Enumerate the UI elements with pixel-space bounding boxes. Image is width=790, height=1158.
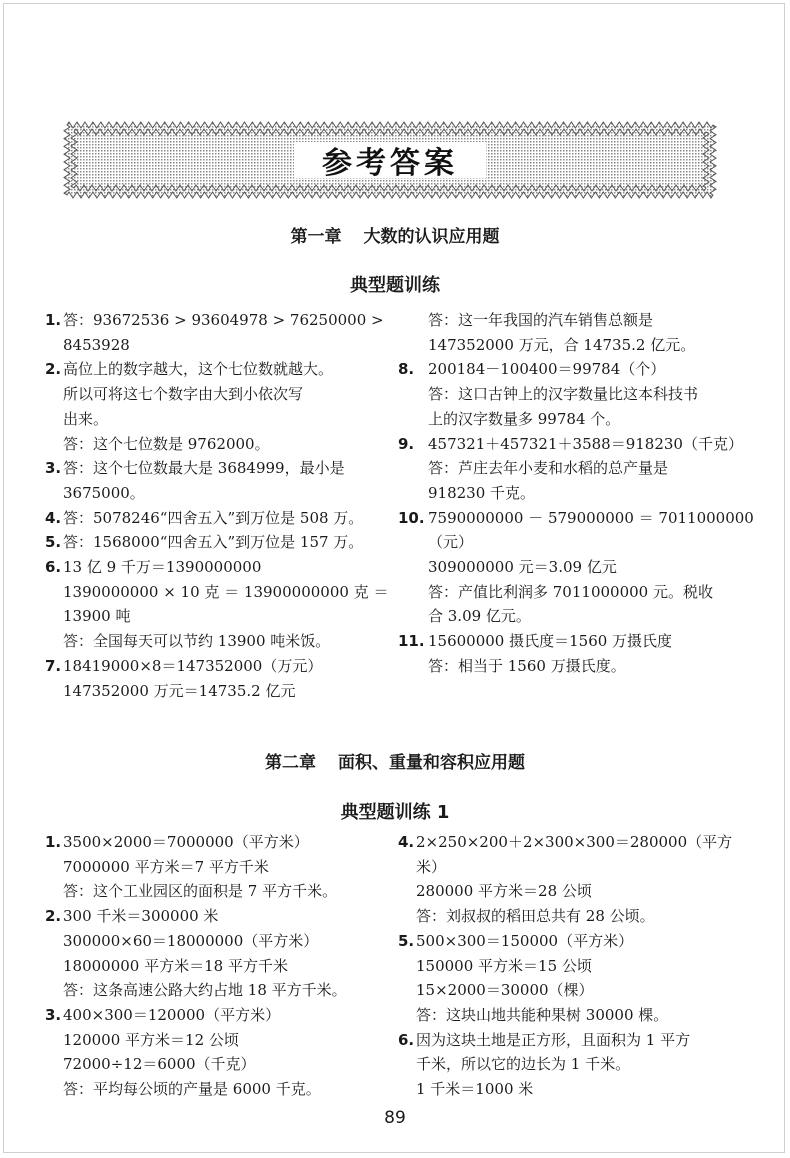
answer-text: 千米，所以它的边长为 1 千米。	[416, 1055, 631, 1074]
answer-line	[398, 857, 446, 877]
answer-text: 400×300＝120000（平方米）	[63, 1005, 281, 1024]
answer-text: （元）	[428, 533, 474, 552]
answer-line	[45, 384, 303, 404]
answer-line	[398, 606, 531, 626]
answer-text: 300000×60＝18000000（平方米）	[63, 931, 319, 950]
question-number: 9.	[398, 434, 415, 453]
chapter-1-number: 第一章	[290, 227, 342, 247]
answer-line	[398, 557, 617, 577]
question-number: 1.	[45, 311, 62, 329]
answer-text: 答：这个工业园区的面积是 7 平方千米。	[63, 882, 338, 901]
question-number: 3.	[45, 1005, 62, 1024]
answer-text: 457321＋457321＋3588＝918230（千克）	[428, 434, 743, 453]
answer-text: 8453928	[63, 335, 130, 354]
answer-line	[45, 906, 218, 926]
answer-line	[398, 1054, 630, 1074]
answer-text: 18000000 平方米＝18 平方千米	[63, 956, 288, 975]
answer-text: 答：这口古钟上的汉字数量比这本科技书	[428, 385, 699, 404]
answer-text: 918230 千克。	[428, 483, 536, 502]
page-number: 89	[384, 1108, 406, 1128]
answer-text: 1390000000 × 10 克 ＝ 13900000000 克 ＝	[63, 582, 389, 601]
chapter-2-number: 第二章	[265, 753, 316, 773]
question-number: 6.	[45, 558, 62, 576]
answer-line	[398, 1005, 668, 1025]
answer-line	[398, 359, 665, 379]
answer-line	[45, 1054, 256, 1074]
answer-line	[398, 832, 732, 852]
answer-text: 1 千米＝1000 米	[416, 1080, 534, 1098]
answer-text: 500×300＝150000（平方米）	[416, 931, 634, 950]
answer-text: 15×2000＝30000（棵）	[416, 981, 594, 1000]
answer-line	[45, 656, 322, 676]
answer-line	[45, 1005, 280, 1025]
answer-text: 150000 平方米＝15 公顷	[416, 956, 592, 975]
answer-text: 答：产值比利润多 7011000000 元。税收	[428, 582, 713, 601]
question-number: 6.	[398, 1030, 415, 1049]
answer-line	[45, 310, 384, 330]
answer-text: 309000000 元＝3.09 亿元	[428, 558, 617, 576]
answer-line	[45, 532, 363, 552]
answer-line	[45, 857, 269, 877]
answer-text: 答：这个七位数最大是 3684999，最小是	[63, 459, 345, 478]
answer-line	[45, 881, 337, 901]
question-number: 3.	[45, 459, 62, 478]
answer-line	[45, 832, 309, 852]
question-number: 5.	[45, 533, 62, 552]
answer-line	[45, 606, 131, 626]
question-number: 8.	[398, 360, 415, 379]
answer-line	[45, 1030, 239, 1050]
answer-line	[398, 906, 655, 926]
answer-text: 2×250×200＋2×300×300＝280000（平方	[416, 833, 733, 851]
answer-line	[398, 335, 695, 355]
answer-text: 147352000 万元，合 14735.2 亿元。	[428, 335, 696, 354]
answer-line	[398, 409, 620, 429]
answer-text: 120000 平方米＝12 公顷	[63, 1030, 239, 1049]
answer-line	[45, 434, 270, 454]
answer-text: 上的汉字数量多 99784 个。	[428, 409, 621, 428]
answer-text: 13 亿 9 千万＝1390000000	[63, 558, 262, 576]
chapter-1-section-title: 典型题训练	[350, 275, 440, 296]
answer-text: 18419000×8＝147352000（万元）	[63, 656, 323, 675]
answer-line	[398, 384, 698, 404]
answer-line	[398, 631, 672, 651]
answer-line	[398, 881, 592, 901]
answer-text: 13900 吨	[63, 607, 131, 626]
answer-text: 3675000。	[63, 483, 145, 502]
question-number: 10.	[398, 508, 425, 527]
answer-text: 高位上的数字越大，这个七位数就越大。	[63, 360, 334, 379]
answer-line	[45, 508, 363, 528]
answer-line	[45, 681, 295, 701]
question-number: 5.	[398, 931, 415, 950]
answer-text: 答：芦庄去年小麦和水稻的总产量是	[428, 459, 669, 478]
answer-line	[45, 483, 145, 503]
answer-text: 答：平均每公顷的产量是 6000 千克。	[63, 1080, 321, 1098]
answer-line	[45, 409, 108, 429]
answer-text: 出来。	[63, 409, 109, 428]
page-title: 参考答案	[322, 146, 458, 181]
answer-line	[398, 1030, 690, 1050]
answer-banner	[62, 120, 718, 200]
question-number: 11.	[398, 632, 425, 651]
answer-line	[45, 956, 288, 976]
answer-text: 答：这个七位数是 9762000。	[63, 434, 270, 453]
answer-text: 答：刘叔叔的稻田总共有 28 公顷。	[416, 907, 655, 926]
question-number: 4.	[398, 833, 415, 851]
answer-text: 因为这块土地是正方形，且面积为 1 平方	[416, 1030, 691, 1049]
answer-line	[398, 656, 626, 676]
answer-text: 7000000 平方米＝7 平方千米	[63, 857, 269, 876]
answer-line	[45, 1079, 321, 1099]
answer-line	[398, 483, 535, 503]
answer-line	[45, 458, 345, 478]
answer-text: 答：1568000“四舍五入”到万位是 157 万。	[63, 533, 364, 552]
answer-text: 280000 平方米＝28 公顷	[416, 882, 592, 901]
question-number: 4.	[45, 508, 62, 527]
answer-line	[45, 557, 261, 577]
question-number: 1.	[45, 833, 62, 851]
answer-text: 答：5078246“四舍五入”到万位是 508 万。	[63, 508, 364, 527]
answer-text: 答：这块山地共能种果树 30000 棵。	[416, 1005, 669, 1024]
chapter-1-title: 大数的认识应用题	[363, 227, 500, 247]
answer-line	[45, 582, 388, 602]
answer-line	[45, 631, 330, 651]
question-number: 2.	[45, 360, 62, 379]
answer-line	[398, 582, 713, 602]
answer-text: 200184－100400＝99784（个）	[428, 360, 666, 379]
answer-line	[398, 434, 743, 454]
answer-text: 147352000 万元＝14735.2 亿元	[63, 681, 296, 700]
answer-line	[45, 359, 333, 379]
answer-text: 答：相当于 1560 万摄氏度。	[428, 656, 626, 675]
answer-line	[398, 1079, 533, 1099]
answer-text: 答：这条高速公路大约占地 18 平方千米。	[63, 981, 347, 1000]
answer-line	[45, 980, 347, 1000]
answer-line	[45, 931, 318, 951]
question-number: 2.	[45, 907, 62, 926]
answer-text: 3500×2000＝7000000（平方米）	[63, 833, 309, 851]
answer-line	[398, 508, 754, 528]
answer-line	[45, 335, 130, 355]
answer-line	[398, 931, 633, 951]
answer-text: 答：全国每天可以节约 13900 吨米饭。	[63, 632, 331, 651]
answer-text: 米）	[416, 857, 447, 876]
answer-line	[398, 310, 653, 330]
answer-text: 合 3.09 亿元。	[428, 607, 531, 626]
answer-text: 答：93672536 > 93604978 > 76250000 >	[63, 311, 384, 329]
answer-text: 7590000000 － 579000000 ＝ 7011000000	[428, 508, 754, 527]
answer-line	[398, 980, 594, 1000]
chapter-1-heading	[0, 222, 790, 247]
answer-line	[398, 956, 592, 976]
answer-line	[398, 458, 668, 478]
chapter-2-heading	[0, 748, 790, 773]
answer-text: 所以可将这七个数字由大到小依次写	[63, 385, 304, 404]
answer-text: 300 千米＝300000 米	[63, 907, 219, 926]
answer-line	[398, 532, 473, 552]
chapter-2-title: 面积、重量和容积应用题	[338, 753, 525, 773]
answer-text: 15600000 摄氏度＝1560 万摄氏度	[428, 632, 673, 651]
answer-text: 答：这一年我国的汽车销售总额是	[428, 311, 654, 329]
question-number: 7.	[45, 656, 62, 675]
chapter-2-section-title: 典型题训练 1	[340, 802, 450, 823]
answer-text: 72000÷12＝6000（千克）	[63, 1055, 256, 1074]
